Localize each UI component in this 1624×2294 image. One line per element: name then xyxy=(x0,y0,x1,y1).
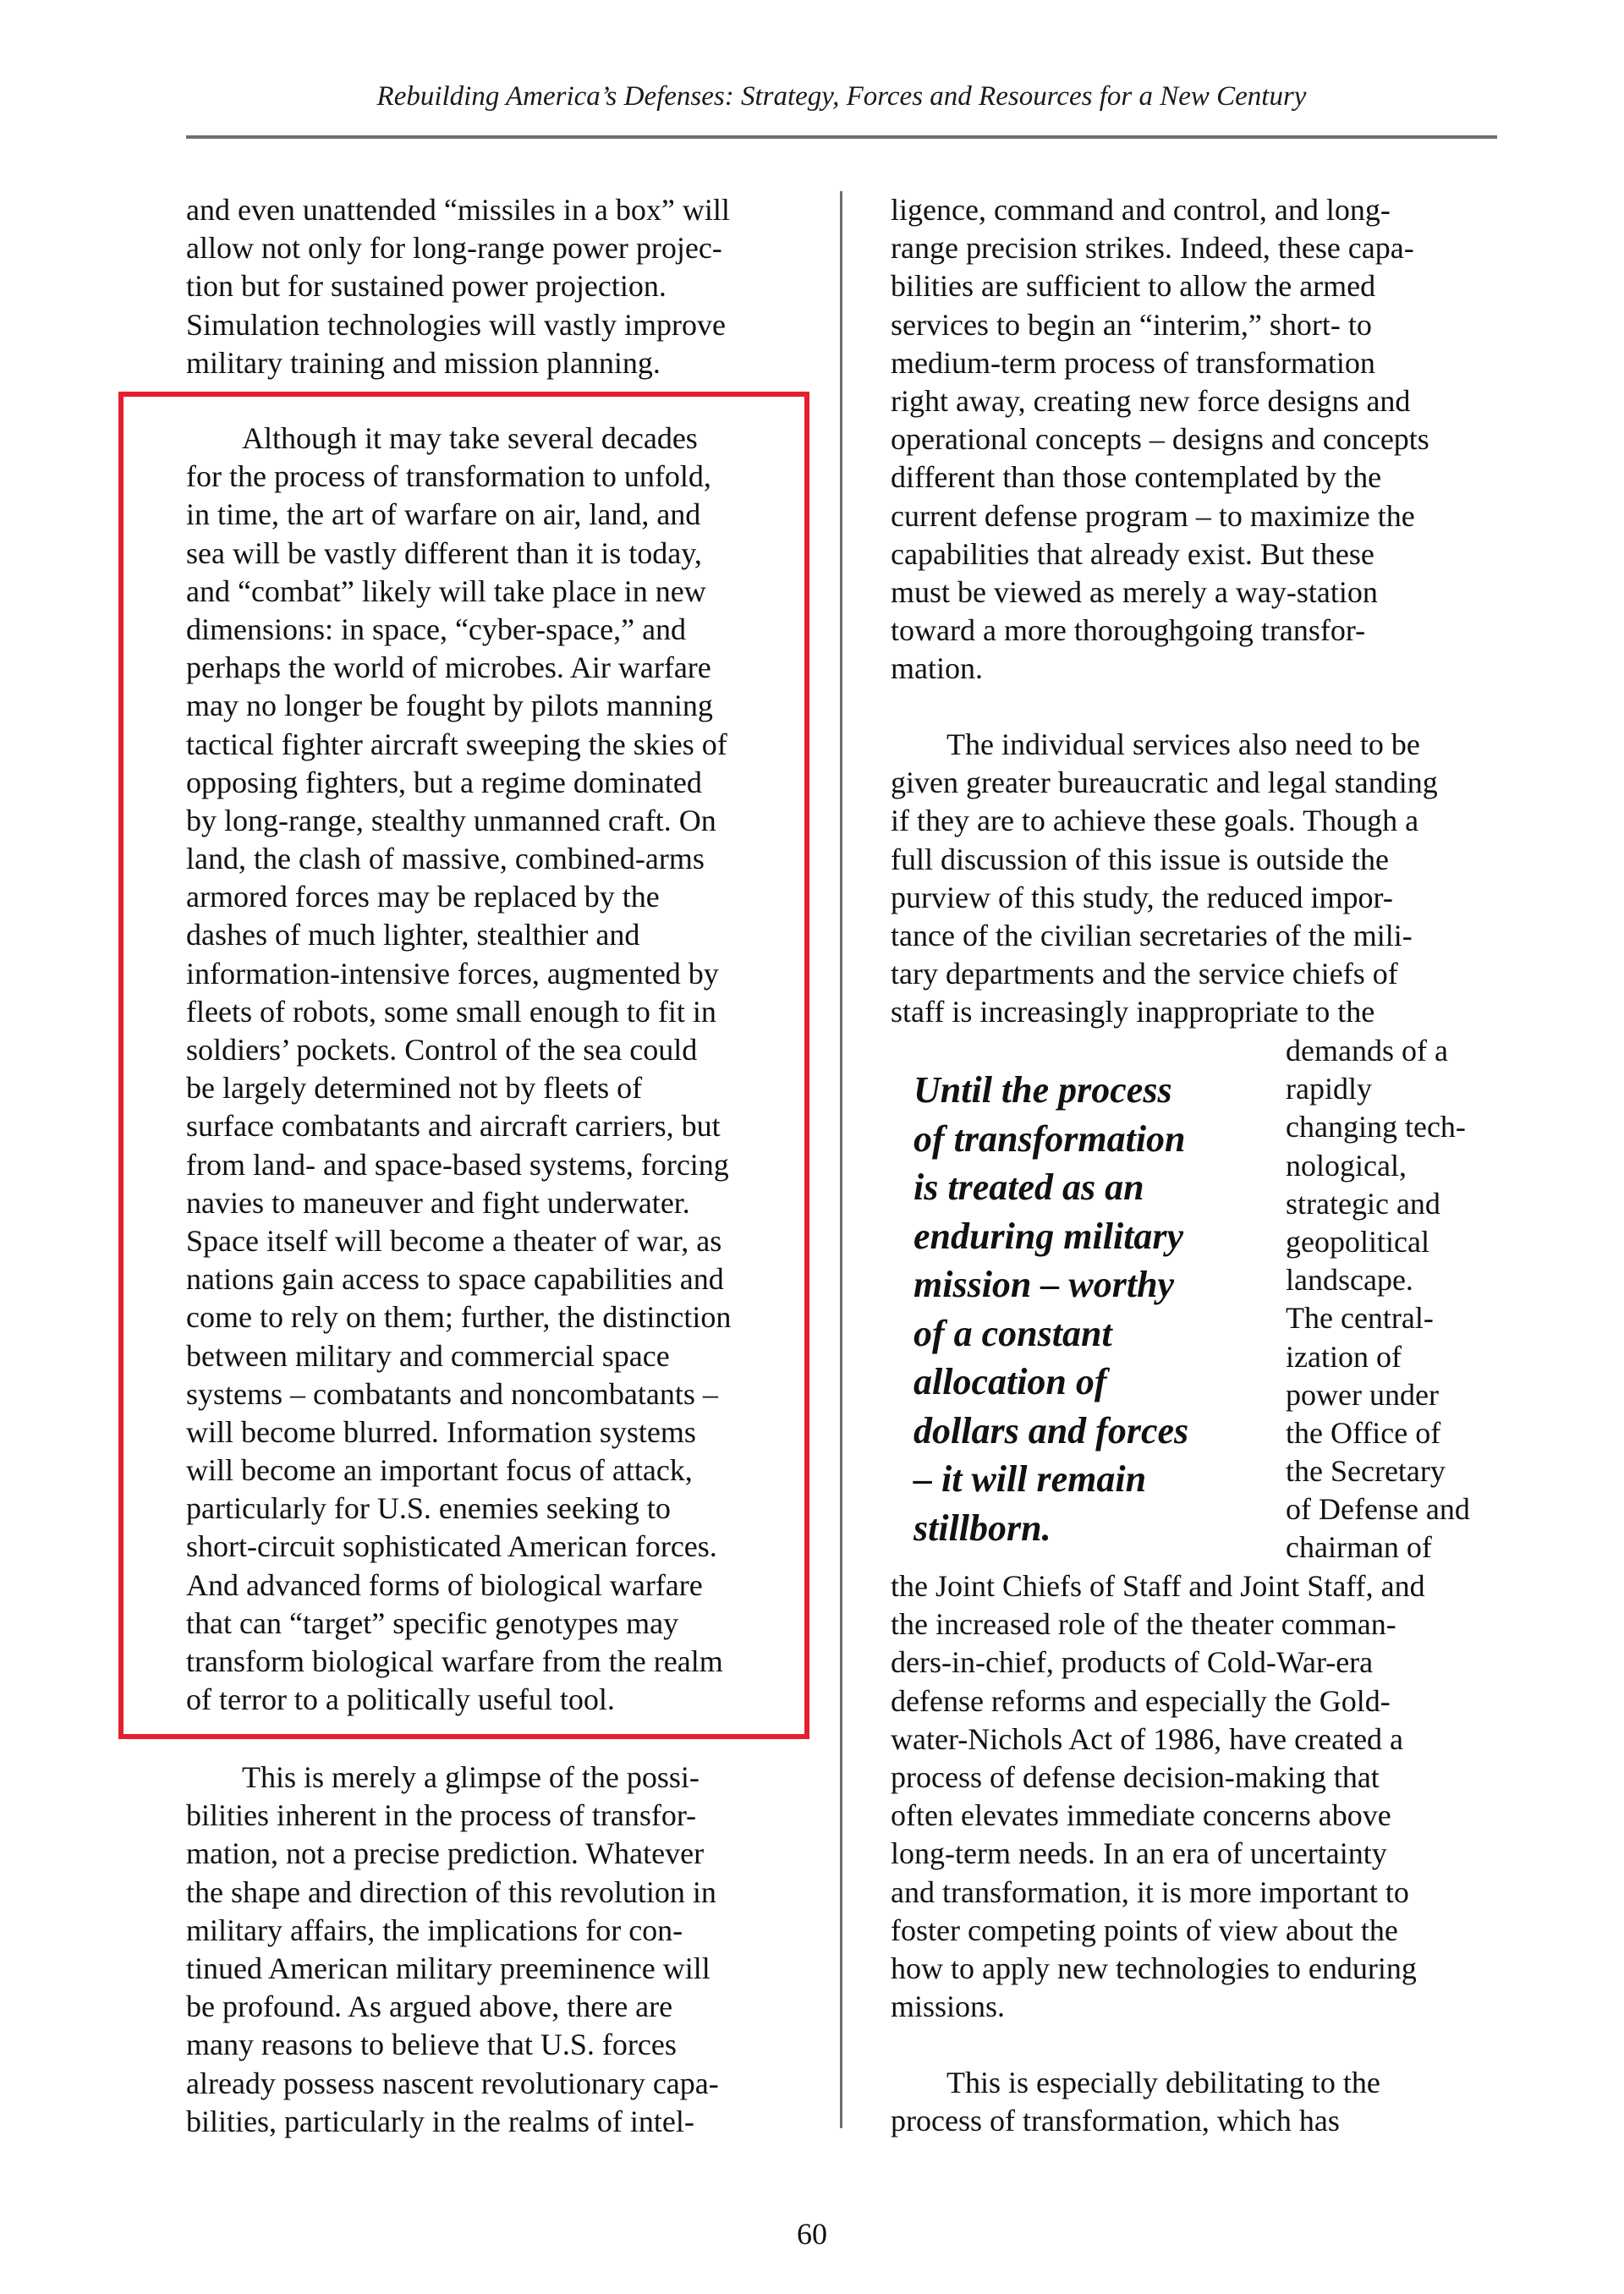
text-line: for the process of transformation to unfold, xyxy=(186,459,711,494)
text-line: right away, creating new force designs and xyxy=(891,383,1411,418)
text-line: opposing fighters, but a regime dominated xyxy=(186,765,702,799)
text-line: may no longer be fought by pilots manning xyxy=(186,689,713,723)
text-line: changing tech- xyxy=(1286,1110,1466,1144)
text-line: of terror to a politically useful tool. xyxy=(186,1682,615,1717)
text-line: tion but for sustained power projection. xyxy=(186,269,667,304)
text-line: of transformation xyxy=(914,1117,1186,1160)
text-line: and “combat” likely will take place in new xyxy=(186,574,706,608)
text-line: that can “target” specific genotypes may xyxy=(186,1605,679,1640)
text-line: bilities are sufficient to allow the armed xyxy=(891,269,1376,304)
text-line: allocation of xyxy=(914,1361,1107,1402)
text-line: how to apply new technologies to enduring xyxy=(891,1951,1417,1985)
text-line: tance of the civilian secretaries of the mili- xyxy=(891,918,1413,952)
text-line: range precision strikes. Indeed, these capa- xyxy=(891,231,1414,266)
text-line: sea will be vastly different than it is today, xyxy=(186,535,702,570)
text-line: purview of this study, the reduced impor- xyxy=(891,880,1393,914)
text-line: nations gain access to space capabilities and xyxy=(186,1262,724,1297)
right-paragraph-3 xyxy=(891,2064,1380,2140)
page-number: 60 xyxy=(797,2217,827,2251)
text-line: Simulation technologies will vastly improve xyxy=(186,307,726,342)
text-line: navies to maneuver and fight underwater. xyxy=(186,1185,690,1220)
text-line: mation. xyxy=(891,651,983,686)
text-line: tinued American military preeminence will xyxy=(186,1951,710,1985)
text-line: perhaps the world of microbes. Air warfare xyxy=(186,650,711,685)
right-paragraph-1 xyxy=(891,191,1429,688)
text-line: power under xyxy=(1286,1377,1439,1412)
text-line: come to rely on them; further, the distinction xyxy=(186,1300,732,1335)
text-line: This is merely a glimpse of the possi- xyxy=(242,1760,700,1794)
text-line: soldiers’ pockets. Control of the sea could xyxy=(186,1033,698,1067)
text-line: foster competing points of view about the xyxy=(891,1913,1398,1947)
right-paragraph-2-wrapped xyxy=(1286,1032,1470,1567)
text-line: particularly for U.S. enemies seeking to xyxy=(186,1491,671,1526)
text-line: rapidly xyxy=(1286,1072,1372,1106)
text-line: process of defense decision-making that xyxy=(891,1759,1380,1794)
text-line: will become blurred. Information systems xyxy=(186,1414,696,1449)
text-line: landscape. xyxy=(1286,1263,1413,1298)
text-line: capabilities that already exist. But these xyxy=(891,536,1374,571)
text-line: if they are to achieve these goals. Though a xyxy=(891,804,1419,838)
text-line: This is especially debilitating to the xyxy=(946,2066,1380,2099)
text-line: and even unattended “missiles in a box” will xyxy=(186,193,730,227)
text-line: different than those contemplated by the xyxy=(891,460,1382,495)
text-line: Until the process xyxy=(914,1069,1172,1111)
text-line: stillborn. xyxy=(914,1506,1051,1549)
text-line: The central- xyxy=(1286,1301,1434,1336)
text-line: of a constant xyxy=(914,1312,1112,1354)
text-line: will become an important focus of attack, xyxy=(186,1453,693,1488)
right-paragraph-2-bottom xyxy=(891,1567,1425,2026)
text-line: be largely determined not by fleets of xyxy=(186,1071,643,1106)
text-line: mission – worthy xyxy=(914,1264,1175,1305)
text-line: and transformation, it is more important to xyxy=(891,1874,1409,1909)
text-line: ders-in-chief, products of Cold-War-era xyxy=(891,1645,1374,1680)
text-line: the shape and direction of this revolution in xyxy=(186,1874,716,1909)
text-line: armored forces may be replaced by the xyxy=(186,880,660,914)
text-line: services to begin an “interim,” short- to xyxy=(891,307,1372,342)
text-line: information-intensive forces, augmented by xyxy=(186,956,719,991)
text-line: ization of xyxy=(1286,1339,1402,1374)
pull-quote xyxy=(914,1066,1188,1552)
text-line: the increased role of the theater comman- xyxy=(891,1607,1396,1642)
text-line: tactical fighter aircraft sweeping the skies of xyxy=(186,727,727,761)
text-line: – it will remain xyxy=(914,1458,1147,1500)
text-line: of Defense and xyxy=(1286,1492,1470,1527)
text-line: systems – combatants and noncombatants – xyxy=(186,1376,718,1411)
text-line: the Office of xyxy=(1286,1415,1441,1450)
text-line: And advanced forms of biological warfare xyxy=(186,1567,703,1602)
left-paragraph-1 xyxy=(186,191,730,382)
text-line: land, the clash of massive, combined-arms xyxy=(186,842,705,876)
text-line: often elevates immediate concerns above xyxy=(891,1798,1391,1833)
text-line: long-term needs. In an era of uncertainty xyxy=(891,1836,1387,1871)
text-line: the Secretary xyxy=(1286,1454,1446,1489)
text-line: Space itself will become a theater of war, as xyxy=(186,1223,722,1258)
text-line: dimensions: in space, “cyber-space,” and xyxy=(186,612,687,646)
text-line: by long-range, stealthy unmanned craft. On xyxy=(186,803,716,837)
right-paragraph-2-top xyxy=(891,726,1438,1032)
text-line: from land- and space-based systems, forcing xyxy=(186,1147,729,1182)
text-line: medium-term process of transformation xyxy=(891,345,1375,380)
text-line: ligence, command and control, and long- xyxy=(891,193,1391,227)
text-line: demands of a xyxy=(1286,1034,1448,1067)
text-line: geopolitical xyxy=(1286,1224,1429,1259)
text-line: the Joint Chiefs of Staff and Joint Staff, and xyxy=(891,1569,1425,1603)
text-line: current defense program – to maximize the xyxy=(891,498,1415,533)
text-line: full discussion of this issue is outside the xyxy=(891,842,1389,876)
text-line: chairman of xyxy=(1286,1530,1432,1565)
text-line: given greater bureaucratic and legal standing xyxy=(891,766,1438,800)
text-line: process of transformation, which has xyxy=(891,2104,1340,2138)
text-line: military training and mission planning. xyxy=(186,345,661,380)
text-line: bilities inherent in the process of transfor- xyxy=(186,1798,697,1833)
text-line: be profound. As argued above, there are xyxy=(186,1989,673,2024)
text-line: already possess nascent revolutionary capa- xyxy=(186,2066,719,2100)
text-line: operational concepts – designs and concepts xyxy=(891,422,1429,457)
text-line: enduring military xyxy=(914,1215,1184,1257)
text-line: water-Nichols Act of 1986, have created a xyxy=(891,1721,1404,1756)
text-line: military affairs, the implications for con- xyxy=(186,1913,683,1947)
left-paragraph-3 xyxy=(186,1759,719,2141)
text-line: dashes of much lighter, stealthier and xyxy=(186,918,640,952)
text-line: strategic and xyxy=(1286,1186,1440,1221)
text-line: staff is increasingly inappropriate to the xyxy=(891,995,1375,1029)
text-line: must be viewed as merely a way-station xyxy=(891,574,1378,609)
text-line: many reasons to believe that U.S. forces xyxy=(186,2028,677,2062)
text-line: transform biological warfare from the realm xyxy=(186,1644,723,1678)
text-line: surface combatants and aircraft carriers, but xyxy=(186,1109,721,1144)
text-line: defense reforms and especially the Gold- xyxy=(891,1683,1391,1718)
running-header: Rebuilding America’s Defenses: Strategy, Forces and Resources for a New Century xyxy=(376,81,1307,112)
column-divider xyxy=(840,191,842,2128)
text-line: allow not only for long-range power projec- xyxy=(186,231,722,266)
text-line: between military and commercial space xyxy=(186,1338,670,1373)
text-line: in time, the art of warfare on air, land, and xyxy=(186,497,701,532)
text-line: fleets of robots, some small enough to fit in xyxy=(186,994,716,1029)
text-line: bilities, particularly in the realms of intel- xyxy=(186,2104,694,2138)
text-line: dollars and forces xyxy=(914,1409,1189,1452)
text-line: mation, not a precise prediction. Whatever xyxy=(186,1836,705,1871)
text-line: toward a more thoroughgoing transfor- xyxy=(891,613,1366,648)
header-rule xyxy=(186,135,1497,139)
text-line: tary departments and the service chiefs of xyxy=(891,957,1398,991)
text-line: The individual services also need to be xyxy=(946,727,1420,761)
text-line: is treated as an xyxy=(914,1166,1144,1208)
text-line: missions. xyxy=(891,1989,1006,2024)
text-line: nological, xyxy=(1286,1148,1407,1183)
text-line: short-circuit sophisticated American forces. xyxy=(186,1529,717,1564)
highlight-box xyxy=(118,392,809,1739)
text-line: Although it may take several decades xyxy=(242,421,698,455)
